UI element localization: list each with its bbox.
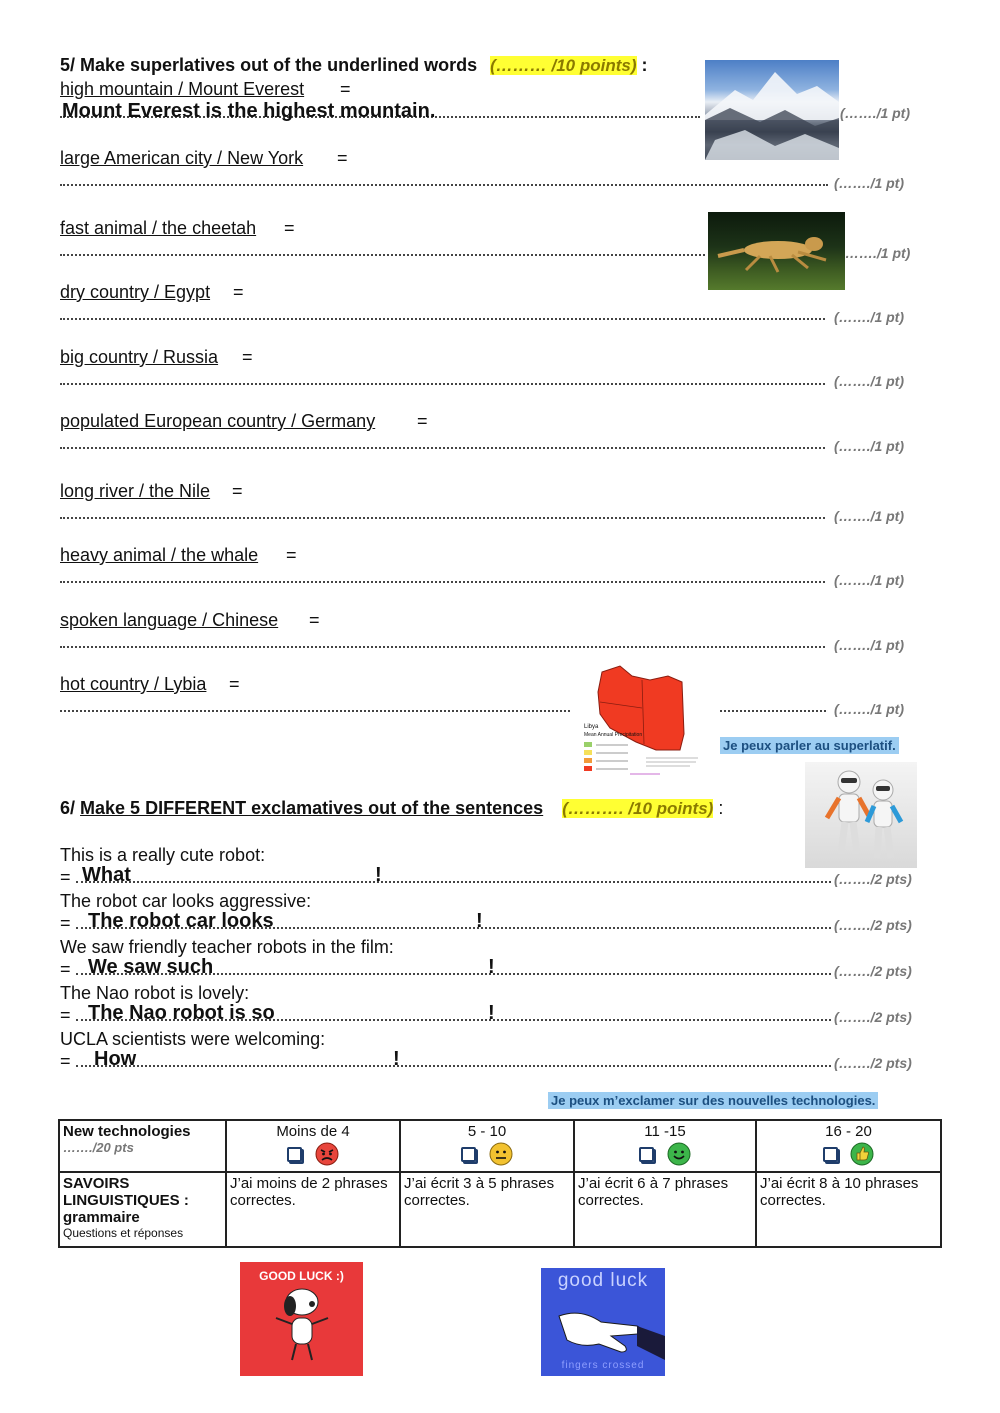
smiley-face-icon bbox=[667, 1142, 691, 1166]
good-luck-card-text: GOOD LUCK :) bbox=[259, 1269, 344, 1283]
equals-sign: = bbox=[60, 1005, 71, 1025]
level-cell-3 bbox=[574, 1120, 756, 1172]
descriptor-2: J’ai écrit 3 à 5 phrases correctes. bbox=[400, 1172, 574, 1247]
answer-line-7[interactable] bbox=[60, 513, 825, 519]
equals-sign: = bbox=[233, 282, 244, 302]
exclamative-line-1[interactable] bbox=[76, 877, 831, 883]
angry-face-icon bbox=[315, 1142, 339, 1166]
level-checkbox-3[interactable] bbox=[639, 1147, 654, 1162]
exclamative-sentence-5: UCLA scientists were welcoming: bbox=[60, 1029, 326, 1049]
exclamative-score-5: (……./2 pts) bbox=[834, 1055, 912, 1071]
neutral-face-icon bbox=[489, 1142, 513, 1166]
cheetah-photo bbox=[708, 212, 845, 290]
superlative-prompt-10: hot country / Lybia bbox=[60, 674, 207, 694]
answer-line-5[interactable] bbox=[60, 379, 825, 385]
score-9: (……./1 pt) bbox=[834, 637, 904, 653]
libya-map bbox=[580, 662, 720, 778]
exclamative-score-4: (……./2 pts) bbox=[834, 1009, 912, 1025]
mountain-photo bbox=[705, 60, 839, 160]
equals-sign: = bbox=[242, 347, 253, 367]
score-1: (……./1 pt) bbox=[840, 105, 910, 121]
cheetah-art bbox=[708, 212, 845, 290]
section5-title: 5/ Make superlatives out of the underlined words (……… /10 points) : bbox=[60, 55, 648, 75]
superlative-prompt-6: populated European country / Germany bbox=[60, 411, 376, 431]
exclamative-sentence-4: The Nao robot is lovely: bbox=[60, 983, 250, 1003]
robots-art bbox=[805, 762, 917, 868]
section6-points: (………. /10 points) bbox=[562, 799, 714, 818]
equals-sign: = bbox=[60, 867, 71, 887]
exclamative-sentence-3: We saw friendly teacher robots in the film: bbox=[60, 937, 394, 957]
rubric-total: ……./20 pts bbox=[63, 1140, 134, 1155]
exclamative-sentence-1: This is a really cute robot: bbox=[60, 845, 266, 865]
equals-sign: = bbox=[309, 610, 320, 630]
exclamation-mark: ! bbox=[375, 864, 382, 886]
score-5: (……./1 pt) bbox=[834, 373, 904, 389]
mountain-photo-art bbox=[705, 60, 839, 160]
crossed-fingers-art bbox=[541, 1296, 665, 1360]
answer-line-2[interactable] bbox=[60, 180, 828, 186]
score-7: (……./1 pt) bbox=[834, 508, 904, 524]
equals-sign: = bbox=[60, 913, 71, 933]
equals-sign: = bbox=[232, 481, 243, 501]
equals-sign: = bbox=[229, 674, 240, 694]
superlative-prompt-9: spoken language / Chinese bbox=[60, 610, 279, 630]
superlative-badge: Je peux parler au superlatif. bbox=[720, 737, 899, 754]
answer-line-8[interactable] bbox=[60, 577, 825, 583]
score-2: (……./1 pt) bbox=[834, 175, 904, 191]
rubric-criteria-row bbox=[59, 1172, 941, 1247]
superlative-prompt-1: high mountain / Mount Everest bbox=[60, 79, 305, 99]
superlative-prompt-8: heavy animal / the whale bbox=[60, 545, 259, 565]
equals-sign: = bbox=[340, 79, 351, 99]
exclamative-badge: Je peux m’exclamer sur des nouvelles technologies. bbox=[548, 1092, 878, 1109]
rubric-header-row bbox=[59, 1120, 941, 1172]
exclamation-mark: ! bbox=[488, 1002, 495, 1024]
level-label-4: 16 - 20 bbox=[825, 1123, 872, 1140]
equals-sign: = bbox=[337, 148, 348, 168]
rubric-table bbox=[58, 1119, 942, 1248]
score-10: (……./1 pt) bbox=[834, 701, 904, 717]
section6-title: 6/ Make 5 DIFFERENT exclamatives out of the sentences (………. /10 points) : bbox=[60, 798, 724, 818]
thumbs-up-icon bbox=[850, 1142, 874, 1166]
level-label-3: 11 -15 bbox=[644, 1123, 686, 1140]
answer-line-4[interactable] bbox=[60, 314, 825, 320]
criteria-subtitle: Questions et réponses bbox=[63, 1226, 184, 1240]
exclamative-starter-1: What bbox=[82, 864, 131, 886]
section5-points: (……… /10 points) bbox=[490, 56, 637, 75]
example-answer: Mount Everest is the highest mountain. bbox=[62, 100, 436, 122]
libya-map-art bbox=[580, 662, 720, 778]
exclamative-starter-3: We saw such bbox=[88, 956, 214, 978]
answer-line-10a[interactable] bbox=[60, 706, 570, 712]
good-luck-fingers-card bbox=[541, 1268, 665, 1376]
snoopy-art bbox=[240, 1284, 363, 1376]
score-4: (……./1 pt) bbox=[834, 309, 904, 325]
score-3: ……./1 pt) bbox=[845, 245, 911, 261]
descriptor-3: J’ai écrit 6 à 7 phrases correctes. bbox=[574, 1172, 756, 1247]
equals-sign: = bbox=[284, 218, 295, 238]
superlative-prompt-5: big country / Russia bbox=[60, 347, 219, 367]
level-checkbox-2[interactable] bbox=[461, 1147, 476, 1162]
good-luck-card-title: good luck bbox=[557, 1270, 649, 1291]
exclamative-starter-5: How bbox=[94, 1048, 137, 1070]
answer-line-9[interactable] bbox=[60, 642, 825, 648]
good-luck-snoopy-card bbox=[240, 1262, 363, 1376]
equals-sign: = bbox=[286, 545, 297, 565]
level-checkbox-1[interactable] bbox=[287, 1147, 302, 1162]
superlative-prompt-2: large American city / New York bbox=[60, 148, 304, 168]
exclamation-mark: ! bbox=[488, 956, 495, 978]
answer-line-3[interactable] bbox=[60, 250, 705, 256]
equals-sign: = bbox=[60, 959, 71, 979]
robots-photo bbox=[805, 762, 917, 868]
answer-line-10b[interactable] bbox=[720, 706, 826, 712]
rubric-title: New technologies bbox=[63, 1123, 191, 1140]
descriptor-4: J’ai écrit 8 à 10 phrases correctes. bbox=[756, 1172, 941, 1247]
exclamative-starter-4: The Nao robot is so bbox=[88, 1002, 275, 1024]
rubric-title-cell bbox=[59, 1120, 226, 1172]
level-label-1: Moins de 4 bbox=[276, 1123, 350, 1140]
superlative-prompt-4: dry country / Egypt bbox=[60, 282, 211, 302]
good-luck-card-subtitle: fingers crossed bbox=[561, 1360, 645, 1371]
exclamative-line-5[interactable] bbox=[76, 1061, 831, 1067]
score-6: (……./1 pt) bbox=[834, 438, 904, 454]
superlative-prompt-3: fast animal / the cheetah bbox=[60, 218, 257, 238]
exclamative-starter-2: The robot car looks bbox=[88, 910, 274, 932]
superlative-prompt-7: long river / the Nile bbox=[60, 481, 211, 501]
criteria-title-cell bbox=[59, 1172, 226, 1247]
exclamation-mark: ! bbox=[393, 1048, 400, 1070]
descriptor-1: J’ai moins de 2 phrases correctes. bbox=[226, 1172, 400, 1247]
criteria-title: SAVOIRS LINGUISTIQUES : grammaire bbox=[63, 1175, 189, 1226]
exclamation-mark: ! bbox=[476, 910, 483, 932]
exclamative-score-2: (……./2 pts) bbox=[834, 917, 912, 933]
equals-sign: = bbox=[417, 411, 428, 431]
score-8: (……./1 pt) bbox=[834, 572, 904, 588]
exclamative-score-1: (……./2 pts) bbox=[834, 871, 912, 887]
answer-line-6[interactable] bbox=[60, 443, 825, 449]
level-label-2: 5 - 10 bbox=[467, 1123, 507, 1140]
level-cell-1 bbox=[226, 1120, 400, 1172]
level-cell-2 bbox=[400, 1120, 574, 1172]
level-checkbox-4[interactable] bbox=[823, 1147, 838, 1162]
exclamative-score-3: (……./2 pts) bbox=[834, 963, 912, 979]
equals-sign: = bbox=[60, 1051, 71, 1071]
exclamative-sentence-2: The robot car looks aggressive: bbox=[60, 891, 312, 911]
level-cell-4 bbox=[756, 1120, 941, 1172]
map-title: Libya bbox=[584, 724, 599, 730]
map-subtitle: Mean Annual Precipitation bbox=[584, 732, 643, 738]
